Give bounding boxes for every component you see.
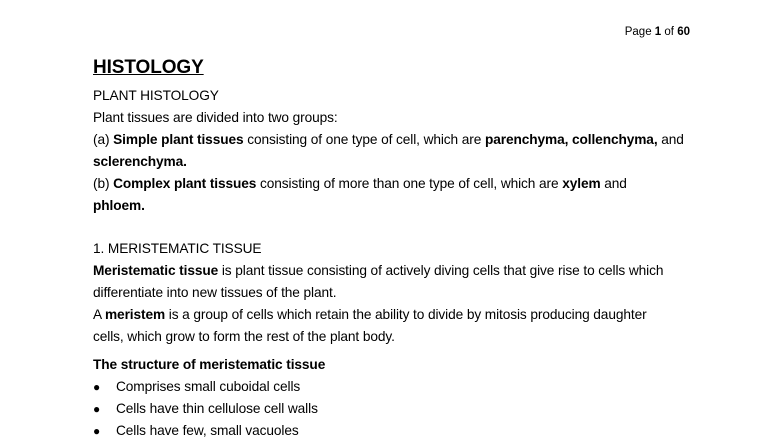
item-a-line-2 bbox=[93, 151, 713, 173]
page-number-prefix: Page bbox=[624, 26, 652, 38]
meristematic-def-line-1 bbox=[93, 260, 713, 282]
structure-bullet-list bbox=[93, 376, 713, 441]
bullet-icon: ● bbox=[93, 424, 101, 438]
document-title: HISTOLOGY bbox=[93, 57, 204, 78]
document-body bbox=[93, 55, 713, 441]
item-b-example1: xylem bbox=[562, 176, 601, 191]
page-number-total: 60 bbox=[677, 26, 690, 38]
item-a-examples1: parenchyma, collenchyma, bbox=[484, 132, 658, 147]
meristem-def-line-1 bbox=[93, 304, 713, 326]
meristematic-def-text1: is plant tissue consisting of actively diving cells that give rise to cells which bbox=[218, 263, 664, 278]
item-b-line-1 bbox=[93, 173, 713, 195]
item-b-text1: consisting of more than one type of cell, which are bbox=[256, 176, 563, 191]
paragraph-spacer bbox=[93, 217, 713, 238]
item-a-examples2: sclerenchyma. bbox=[93, 154, 187, 169]
item-b-text2: and bbox=[600, 176, 627, 191]
item-b-term: Complex plant tissues bbox=[113, 176, 257, 191]
meristem-def-line-2: cells, which grow to form the rest of the plant body. bbox=[93, 329, 395, 344]
list-item bbox=[93, 398, 713, 420]
meristem-def-term: meristem bbox=[104, 307, 166, 322]
bullet-text: Comprises small cuboidal cells bbox=[116, 379, 301, 394]
meristematic-def-line-2: differentiate into new tissues of the plant. bbox=[93, 285, 337, 300]
section-heading-meristematic: 1. MERISTEMATIC TISSUE bbox=[93, 241, 262, 256]
list-item bbox=[93, 376, 713, 398]
item-a-term: Simple plant tissues bbox=[113, 132, 244, 147]
item-a-prefix: (a) bbox=[93, 132, 114, 147]
section-heading-plant-histology: PLANT HISTOLOGY bbox=[93, 88, 219, 103]
meristem-def-prefix: A bbox=[93, 307, 105, 322]
bullet-icon: ● bbox=[93, 380, 101, 394]
item-a-text1: consisting of one type of cell, which are bbox=[243, 132, 485, 147]
meristem-def-text1: is a group of cells which retain the ability to divide by mitosis producing daughter bbox=[165, 307, 647, 322]
page-number-separator: of bbox=[664, 26, 674, 38]
item-a-line-1 bbox=[93, 129, 713, 151]
page-number bbox=[625, 25, 690, 39]
page-number-current: 1 bbox=[654, 26, 662, 38]
item-b-prefix: (b) bbox=[93, 176, 114, 191]
item-b-line-2 bbox=[93, 195, 713, 217]
item-b-example2: phloem. bbox=[93, 198, 145, 213]
meristematic-def-term: Meristematic tissue bbox=[93, 263, 219, 278]
bullet-icon: ● bbox=[93, 402, 101, 416]
structure-heading bbox=[93, 354, 713, 376]
item-a-text2: and bbox=[657, 132, 684, 147]
list-item bbox=[93, 420, 713, 441]
bullet-text: Cells have thin cellulose cell walls bbox=[116, 401, 318, 416]
structure-heading-text: The structure of meristematic tissue bbox=[93, 357, 326, 372]
plant-intro-text: Plant tissues are divided into two groups: bbox=[93, 110, 338, 125]
bullet-text: Cells have few, small vacuoles bbox=[116, 423, 299, 438]
